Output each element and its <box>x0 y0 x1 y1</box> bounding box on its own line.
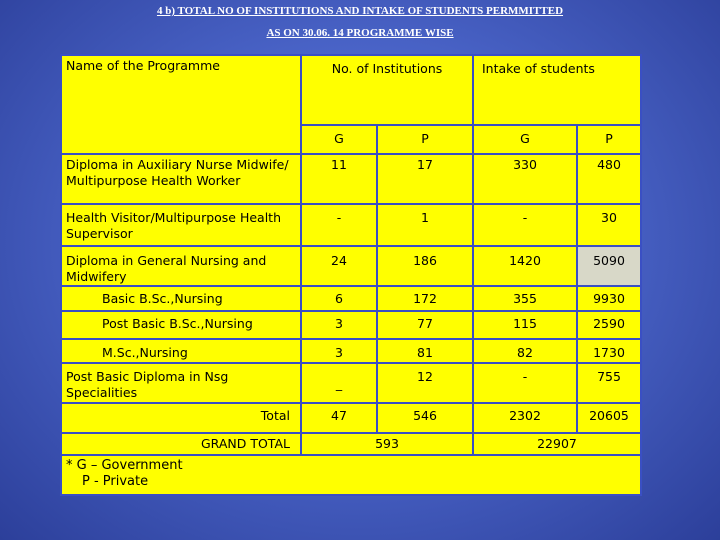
total-inst-g: 47 <box>300 402 378 434</box>
programme-name: Health Visitor/Multipurpose Health Supervisor <box>60 203 302 247</box>
header-inst-p: P <box>376 124 474 155</box>
title-line-1: 4 b) TOTAL NO OF INSTITUTIONS AND INTAKE OF STUDENTS PERMMITTED <box>156 5 564 17</box>
programme-name: Post Basic B.Sc.,Nursing <box>60 310 302 340</box>
inst-g-value: 3 <box>300 310 378 340</box>
inst-g-value: 11 <box>300 153 378 205</box>
header-intake: Intake of students <box>472 54 642 126</box>
inst-p-value: 17 <box>376 153 474 205</box>
intake-g-value: - <box>472 203 578 247</box>
intake-p-value: 1730 <box>576 338 642 364</box>
inst-g-value: _ <box>300 362 378 404</box>
total-inst-p: 546 <box>376 402 474 434</box>
programme-name: Post Basic Diploma in Nsg Specialities <box>60 362 302 404</box>
inst-g-value: - <box>300 203 378 247</box>
intake-p-value: 2590 <box>576 310 642 340</box>
grand-total-label: GRAND TOTAL <box>60 432 302 456</box>
footnote <box>60 454 642 496</box>
intake-g-value: - <box>472 362 578 404</box>
intake-p-value: 9930 <box>576 285 642 312</box>
header-intake-g: G <box>472 124 578 155</box>
intake-g-value: 115 <box>472 310 578 340</box>
inst-p-value: 1 <box>376 203 474 247</box>
programme-name: Diploma in General Nursing and Midwifery <box>60 245 302 287</box>
grand-total-institutions: 593 <box>300 432 474 456</box>
header-institutions: No. of Institutions <box>300 54 474 126</box>
intake-g-value: 330 <box>472 153 578 205</box>
intake-p-value: 5090 <box>576 245 642 287</box>
inst-p-value: 12 <box>376 362 474 404</box>
inst-g-value: 3 <box>300 338 378 364</box>
programme-name: Basic B.Sc.,Nursing <box>60 285 302 312</box>
header-programme: Name of the Programme <box>60 54 302 155</box>
programme-name: Diploma in Auxiliary Nurse Midwife/ Multipurpose Health Worker <box>60 153 302 205</box>
title-line-2: AS ON 30.06. 14 PROGRAMME WISE <box>266 27 454 39</box>
programme-name: M.Sc.,Nursing <box>60 338 302 364</box>
footnote-government: * G – Government <box>66 458 183 473</box>
intake-p-value: 755 <box>576 362 642 404</box>
total-intake-g: 2302 <box>472 402 578 434</box>
intake-g-value: 82 <box>472 338 578 364</box>
inst-p-value: 186 <box>376 245 474 287</box>
footnote-private: P - Private <box>82 474 149 489</box>
total-label: Total <box>60 402 302 434</box>
total-intake-p: 20605 <box>576 402 642 434</box>
intake-p-value: 480 <box>576 153 642 205</box>
inst-p-value: 77 <box>376 310 474 340</box>
inst-g-value: 24 <box>300 245 378 287</box>
intake-g-value: 355 <box>472 285 578 312</box>
grand-total-intake: 22907 <box>472 432 642 456</box>
header-inst-g: G <box>300 124 378 155</box>
inst-p-value: 81 <box>376 338 474 364</box>
intake-g-value: 1420 <box>472 245 578 287</box>
intake-p-value: 30 <box>576 203 642 247</box>
inst-g-value: 6 <box>300 285 378 312</box>
inst-p-value: 172 <box>376 285 474 312</box>
header-intake-p: P <box>576 124 642 155</box>
